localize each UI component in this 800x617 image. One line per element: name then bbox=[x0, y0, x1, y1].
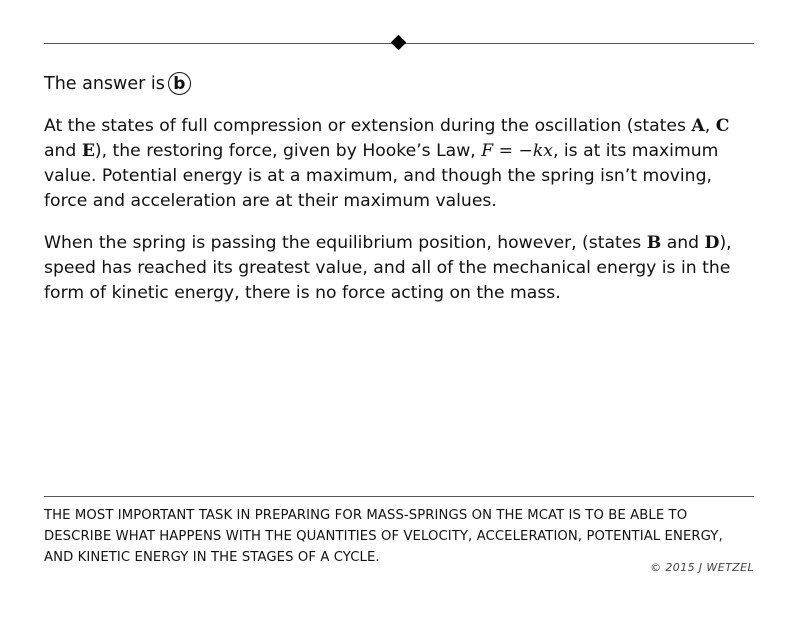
state-a-label: A bbox=[691, 116, 705, 136]
state-d-label: D bbox=[704, 233, 720, 253]
diamond-ornament-icon bbox=[391, 35, 407, 51]
footer-note: THE MOST IMPORTANT TASK IN PREPARING FOR MASS-SPRINGS ON THE MCAT IS TO BE ABLE TO DESCRIBE WHAT HAPPENS WITH THE QUANTITIES OF VELOCITY, ACCELERATION, POTENTIAL ENERGY, AND KINETIC ENERGY IN THE STAGES OF A CYCLE. bbox=[44, 508, 723, 565]
p1-comma: , bbox=[704, 116, 716, 136]
p1-text-3: ), the restoring force, given by Hooke’s Law, bbox=[94, 141, 482, 161]
p1-text-1: At the states of full compression or extension during the oscillation (states bbox=[44, 116, 692, 136]
state-e-label: E bbox=[81, 141, 95, 161]
answer-prefix: The answer is bbox=[44, 74, 165, 94]
state-b-label: B bbox=[646, 233, 662, 253]
explanation-paragraph-1 bbox=[44, 114, 756, 214]
p1-text-4: , is at its maximum value. Potential energy is at a maximum, and though the spring isn’t moving, force and acceleration are at their maximum values. bbox=[44, 141, 719, 211]
p2-text-2: and bbox=[661, 233, 705, 253]
p2-text-3: ), speed has reached its greatest value, and all of the mechanical energy is in the form of kinetic energy, there is no force acting on the mass. bbox=[44, 233, 732, 303]
hookes-law-formula: F = −kx bbox=[481, 141, 553, 161]
bottom-divider bbox=[44, 496, 754, 497]
p2-text-1: When the spring is passing the equilibrium position, however, (states bbox=[44, 233, 647, 253]
copyright-notice: © 2015 J WETZEL bbox=[650, 561, 754, 574]
answer-letter-badge: b bbox=[168, 72, 191, 95]
answer-line bbox=[44, 70, 191, 98]
p1-text-2: and bbox=[44, 141, 82, 161]
state-c-label: C bbox=[715, 116, 730, 136]
explanation-paragraph-2 bbox=[44, 231, 756, 306]
